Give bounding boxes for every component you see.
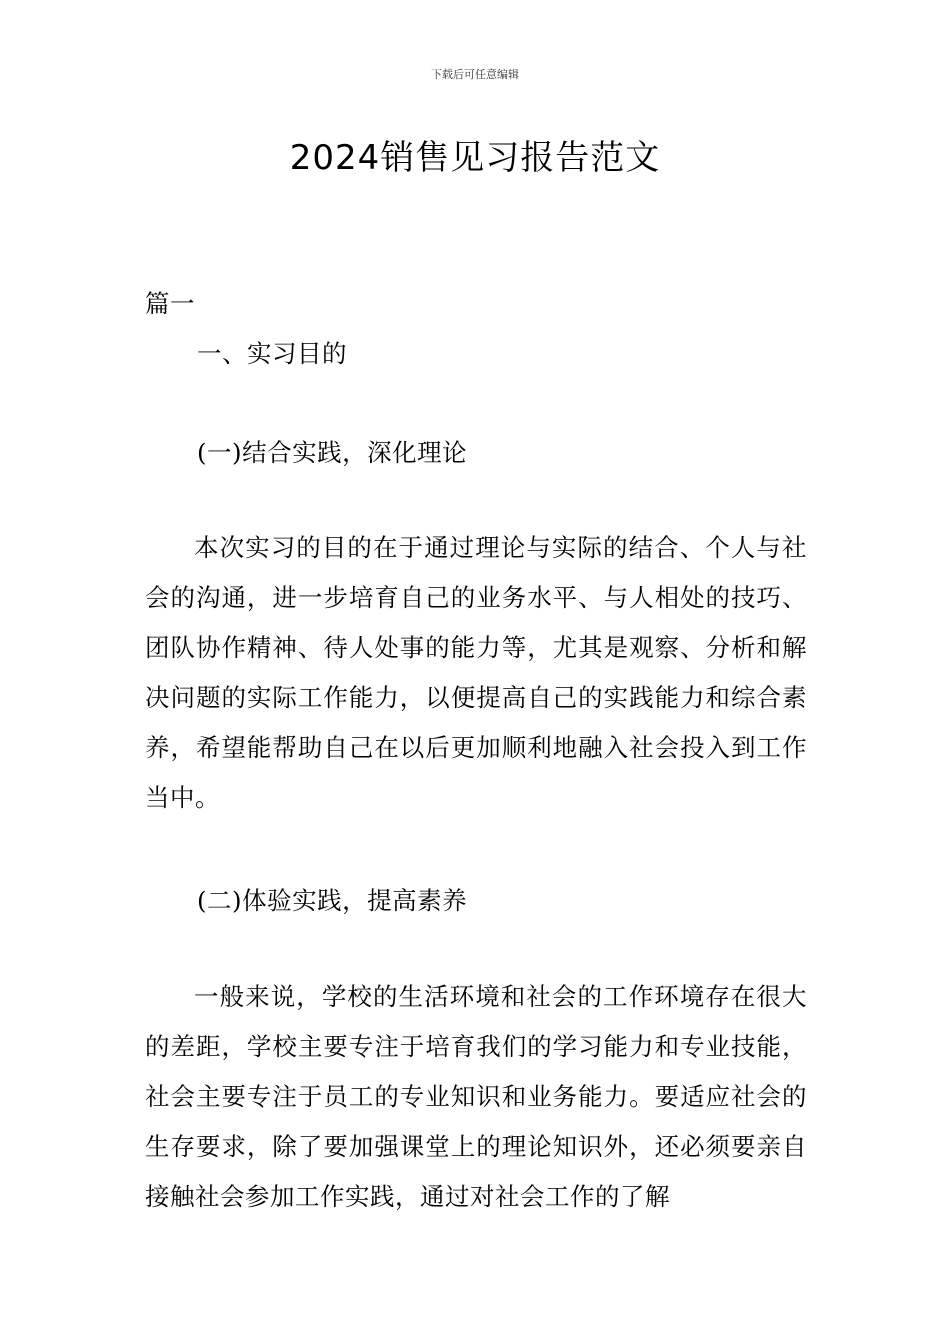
document-title: 2024销售见习报告范文 <box>289 138 661 178</box>
subheading-theory: (一)结合实践，深化理论 <box>197 438 468 467</box>
heading-purpose: 一、实习目的 <box>197 339 347 368</box>
section-label: 篇一 <box>145 289 195 318</box>
header-note: 下载后可任意编辑 <box>431 68 519 81</box>
paragraph-environment: 一般来说，学校的生活环境和社会的工作环境存在很大的差距，学校主要专注于培育我们的学习能力和专业技能，社会主要专注于员工的专业知识和业务能力。要适应社会的生存要求，除了要加强课堂上的理论知识外，还必须要亲自接触社会参加工作实践，通过对社会工作的了解 <box>145 982 807 1211</box>
paragraph-purpose: 本次实习的目的在于通过理论与实际的结合、个人与社会的沟通，进一步培育自己的业务水平、与人相处的技巧、团队协作精神、待人处事的能力等，尤其是观察、分析和解决问题的实际工作能力，以便提高自己的实践能力和综合素养，希望能帮助自己在以后更加顺利地融入社会投入到工作当中。 <box>145 533 807 812</box>
subheading-practice: (二)体验实践，提高素养 <box>197 886 468 915</box>
